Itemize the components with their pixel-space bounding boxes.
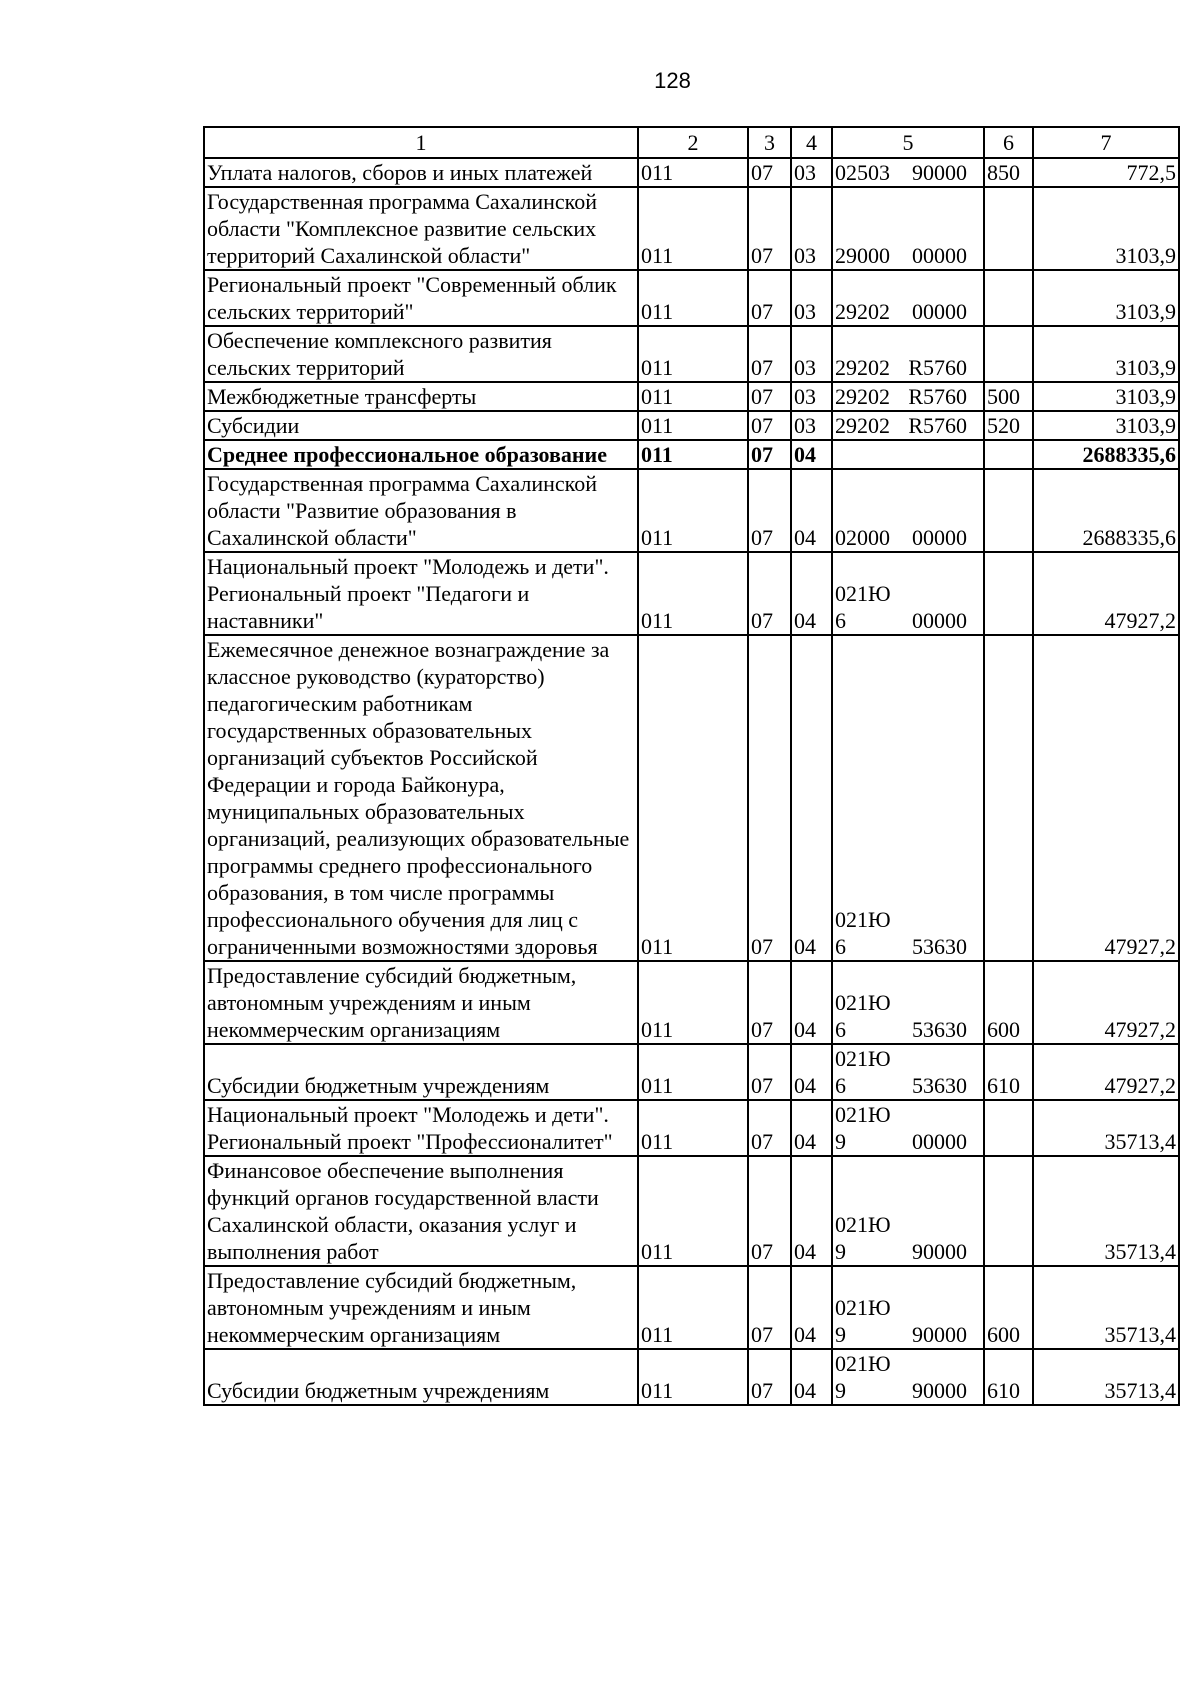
table-row: [204, 158, 1179, 187]
budget-table: [203, 126, 1180, 1406]
target-item-part-2: 00000: [912, 299, 967, 324]
header-cell: 3: [748, 127, 791, 158]
target-item-code: [835, 933, 981, 960]
target-item-part-1: 6: [835, 1017, 846, 1042]
row-name-cell: Государственная программа Сахалинской области "Развитие образования в Сахалинской области": [204, 469, 638, 552]
target-item-part-1: 6: [835, 608, 846, 633]
table-row: [204, 1266, 1179, 1349]
target-item-cell: [832, 1349, 984, 1405]
section-code-cell: 07: [748, 187, 791, 270]
target-item-part-1: 29202: [835, 384, 890, 409]
target-item-prefix: 021Ю: [835, 1295, 891, 1320]
target-item-part-2: 53630: [912, 934, 967, 959]
amount-cell: 3103,9: [1033, 326, 1179, 382]
section-code-cell: 07: [748, 158, 791, 187]
target-item-cell: [832, 270, 984, 326]
amount-cell: 3103,9: [1033, 187, 1179, 270]
target-item-part-1: 29202: [835, 355, 890, 380]
target-item-cell: [832, 1044, 984, 1100]
row-name-cell: Субсидии бюджетным учреждениям: [204, 1349, 638, 1405]
target-item-part-2: 90000: [912, 1239, 967, 1264]
row-name-cell: Региональный проект "Современный облик сельских территорий": [204, 270, 638, 326]
section-code-cell: 07: [748, 1349, 791, 1405]
subsection-code-cell: 04: [791, 1349, 832, 1405]
target-item-code: [835, 383, 981, 410]
target-item-part-2: 53630: [912, 1073, 967, 1098]
header-cell: 1: [204, 127, 638, 158]
section-code-cell: 07: [748, 961, 791, 1044]
target-item-part-2: 90000: [912, 1378, 967, 1403]
section-code-cell: 07: [748, 326, 791, 382]
ministry-code-cell: 011: [638, 158, 748, 187]
ministry-code-cell: 011: [638, 1266, 748, 1349]
row-name-cell: Государственная программа Сахалинской области "Комплексное развитие сельских территорий Сахалинской области": [204, 187, 638, 270]
row-name-cell: Предоставление субсидий бюджетным, автономным учреждениям и иным некоммерческим организациям: [204, 1266, 638, 1349]
ministry-code-cell: 011: [638, 440, 748, 469]
target-item-prefix: 021Ю: [835, 1046, 891, 1071]
row-name-cell: Среднее профессиональное образование: [204, 440, 638, 469]
section-code-cell: 07: [748, 1156, 791, 1266]
subsection-code-cell: 04: [791, 635, 832, 961]
target-item-code: [835, 1016, 981, 1043]
ministry-code-cell: 011: [638, 1349, 748, 1405]
amount-cell: 35713,4: [1033, 1266, 1179, 1349]
amount-cell: 47927,2: [1033, 552, 1179, 635]
table-row: [204, 1156, 1179, 1266]
ministry-code-cell: 011: [638, 961, 748, 1044]
ministry-code-cell: 011: [638, 411, 748, 440]
target-item-part-1: 29202: [835, 413, 890, 438]
ministry-code-cell: 011: [638, 1044, 748, 1100]
target-item-cell: [832, 635, 984, 961]
table-row: [204, 635, 1179, 961]
target-item-prefix: 021Ю: [835, 1351, 891, 1376]
section-code-cell: 07: [748, 270, 791, 326]
target-item-code: [835, 1321, 981, 1348]
row-name-cell: Финансовое обеспечение выполнения функций органов государственной власти Сахалинской области, оказания услуг и выполнения работ: [204, 1156, 638, 1266]
header-cell: 6: [984, 127, 1033, 158]
target-item-cell: [832, 187, 984, 270]
ministry-code-cell: 011: [638, 635, 748, 961]
ministry-code-cell: 011: [638, 1100, 748, 1156]
amount-cell: 3103,9: [1033, 411, 1179, 440]
table-row: [204, 1349, 1179, 1405]
table-row: [204, 469, 1179, 552]
expense-type-cell: 610: [984, 1044, 1033, 1100]
ministry-code-cell: 011: [638, 270, 748, 326]
ministry-code-cell: 011: [638, 552, 748, 635]
target-item-prefix: 021Ю: [835, 1102, 891, 1127]
amount-cell: 3103,9: [1033, 270, 1179, 326]
subsection-code-cell: 04: [791, 1044, 832, 1100]
subsection-code-cell: 04: [791, 1156, 832, 1266]
subsection-code-cell: 03: [791, 187, 832, 270]
table-row: [204, 270, 1179, 326]
subsection-code-cell: 03: [791, 158, 832, 187]
expense-type-cell: 850: [984, 158, 1033, 187]
subsection-code-cell: 03: [791, 326, 832, 382]
target-item-code: [835, 1238, 981, 1265]
target-item-prefix: 021Ю: [835, 990, 891, 1015]
subsection-code-cell: 03: [791, 270, 832, 326]
target-item-code: [835, 1072, 981, 1099]
table-row: [204, 326, 1179, 382]
target-item-part-2: 00000: [912, 608, 967, 633]
amount-cell: 2688335,6: [1033, 469, 1179, 552]
expense-type-cell: [984, 552, 1033, 635]
target-item-part-1: 9: [835, 1129, 846, 1154]
subsection-code-cell: 04: [791, 961, 832, 1044]
target-item-cell: [832, 158, 984, 187]
target-item-part-1: 9: [835, 1239, 846, 1264]
expense-type-cell: [984, 326, 1033, 382]
amount-cell: 35713,4: [1033, 1100, 1179, 1156]
subsection-code-cell: 04: [791, 552, 832, 635]
target-item-code: [835, 1128, 981, 1155]
subsection-code-cell: 03: [791, 382, 832, 411]
expense-type-cell: [984, 270, 1033, 326]
target-item-prefix: 021Ю: [835, 907, 891, 932]
target-item-part-1: 6: [835, 934, 846, 959]
header-cell: 5: [832, 127, 984, 158]
expense-type-cell: [984, 1100, 1033, 1156]
target-item-code: [835, 242, 981, 269]
target-item-part-1: 29000: [835, 243, 890, 268]
subsection-code-cell: 04: [791, 1266, 832, 1349]
target-item-part-2: 00000: [912, 525, 967, 550]
target-item-part-2: 53630: [912, 1017, 967, 1042]
target-item-cell: [832, 382, 984, 411]
section-code-cell: 07: [748, 1044, 791, 1100]
table-row: [204, 187, 1179, 270]
row-name-cell: Обеспечение комплексного развития сельских территорий: [204, 326, 638, 382]
amount-cell: 35713,4: [1033, 1349, 1179, 1405]
expense-type-cell: [984, 187, 1033, 270]
subsection-code-cell: 03: [791, 411, 832, 440]
target-item-part-2: R5760: [908, 355, 967, 380]
subsection-code-cell: 04: [791, 469, 832, 552]
expense-type-cell: 600: [984, 1266, 1033, 1349]
header-cell: 4: [791, 127, 832, 158]
section-code-cell: 07: [748, 440, 791, 469]
table-row: [204, 382, 1179, 411]
header-cell: 7: [1033, 127, 1179, 158]
target-item-part-2: 90000: [912, 1322, 967, 1347]
ministry-code-cell: 011: [638, 187, 748, 270]
target-item-cell: [832, 961, 984, 1044]
section-code-cell: 07: [748, 1100, 791, 1156]
expense-type-cell: [984, 1156, 1033, 1266]
target-item-cell: [832, 1266, 984, 1349]
target-item-cell: [832, 1100, 984, 1156]
subsection-code-cell: 04: [791, 1100, 832, 1156]
page-number: 128: [654, 68, 691, 93]
section-code-cell: 07: [748, 1266, 791, 1349]
target-item-code: [835, 412, 981, 439]
target-item-cell: [832, 440, 984, 469]
row-name-cell: Предоставление субсидий бюджетным, автономным учреждениям и иным некоммерческим организациям: [204, 961, 638, 1044]
expense-type-cell: 500: [984, 382, 1033, 411]
row-name-cell: Национальный проект "Молодежь и дети". Региональный проект "Профессионалитет": [204, 1100, 638, 1156]
target-item-code: [835, 159, 981, 186]
amount-cell: 47927,2: [1033, 961, 1179, 1044]
row-name-cell: Уплата налогов, сборов и иных платежей: [204, 158, 638, 187]
row-name-cell: Национальный проект "Молодежь и дети". Региональный проект "Педагоги и наставники": [204, 552, 638, 635]
target-item-part-2: 00000: [912, 243, 967, 268]
target-item-part-1: 9: [835, 1378, 846, 1403]
expense-type-cell: 610: [984, 1349, 1033, 1405]
target-item-prefix: 021Ю: [835, 581, 891, 606]
ministry-code-cell: 011: [638, 469, 748, 552]
target-item-code: [835, 607, 981, 634]
target-item-code: [835, 524, 981, 551]
target-item-part-1: 6: [835, 1073, 846, 1098]
target-item-cell: [832, 552, 984, 635]
target-item-part-2: R5760: [908, 384, 967, 409]
target-item-part-1: 02000: [835, 525, 890, 550]
amount-cell: 772,5: [1033, 158, 1179, 187]
target-item-part-2: R5760: [908, 413, 967, 438]
target-item-part-2: 90000: [912, 160, 967, 185]
header-cell: 2: [638, 127, 748, 158]
row-name-cell: Межбюджетные трансферты: [204, 382, 638, 411]
table-row: [204, 411, 1179, 440]
target-item-cell: [832, 469, 984, 552]
expense-type-cell: [984, 440, 1033, 469]
table-row: [204, 552, 1179, 635]
section-code-cell: 07: [748, 411, 791, 440]
target-item-code: [835, 1377, 981, 1404]
row-name-cell: Ежемесячное денежное вознаграждение за классное руководство (кураторство) педагогическим работникам государственных образовательных организаций субъектов Российской Федерации и города Байконура, муниципальных образовательных организаций, реализующих образовательные программы среднего профессионального образования, в том числе программы профессионального обучения для лиц с ограниченными возможностями здоровья: [204, 635, 638, 961]
expense-type-cell: [984, 469, 1033, 552]
subsection-code-cell: 04: [791, 440, 832, 469]
expense-type-cell: [984, 635, 1033, 961]
amount-cell: 47927,2: [1033, 1044, 1179, 1100]
target-item-prefix: 021Ю: [835, 1212, 891, 1237]
ministry-code-cell: 011: [638, 326, 748, 382]
ministry-code-cell: 011: [638, 1156, 748, 1266]
section-code-cell: 07: [748, 382, 791, 411]
target-item-part-1: 29202: [835, 299, 890, 324]
table-row: [204, 1100, 1179, 1156]
target-item-code: [835, 354, 981, 381]
amount-cell: 3103,9: [1033, 382, 1179, 411]
table-row: [204, 440, 1179, 469]
target-item-part-1: 02503: [835, 160, 890, 185]
row-name-cell: Субсидии бюджетным учреждениям: [204, 1044, 638, 1100]
expense-type-cell: 600: [984, 961, 1033, 1044]
target-item-cell: [832, 411, 984, 440]
section-code-cell: 07: [748, 469, 791, 552]
expense-type-cell: 520: [984, 411, 1033, 440]
section-code-cell: 07: [748, 552, 791, 635]
target-item-cell: [832, 326, 984, 382]
target-item-part-1: 9: [835, 1322, 846, 1347]
amount-cell: 47927,2: [1033, 635, 1179, 961]
table-row: [204, 1044, 1179, 1100]
table-row: [204, 961, 1179, 1044]
target-item-code: [835, 298, 981, 325]
ministry-code-cell: 011: [638, 382, 748, 411]
row-name-cell: Субсидии: [204, 411, 638, 440]
target-item-part-2: 00000: [912, 1129, 967, 1154]
table-header-row: [204, 127, 1179, 158]
amount-cell: 35713,4: [1033, 1156, 1179, 1266]
target-item-cell: [832, 1156, 984, 1266]
section-code-cell: 07: [748, 635, 791, 961]
amount-cell: 2688335,6: [1033, 440, 1179, 469]
